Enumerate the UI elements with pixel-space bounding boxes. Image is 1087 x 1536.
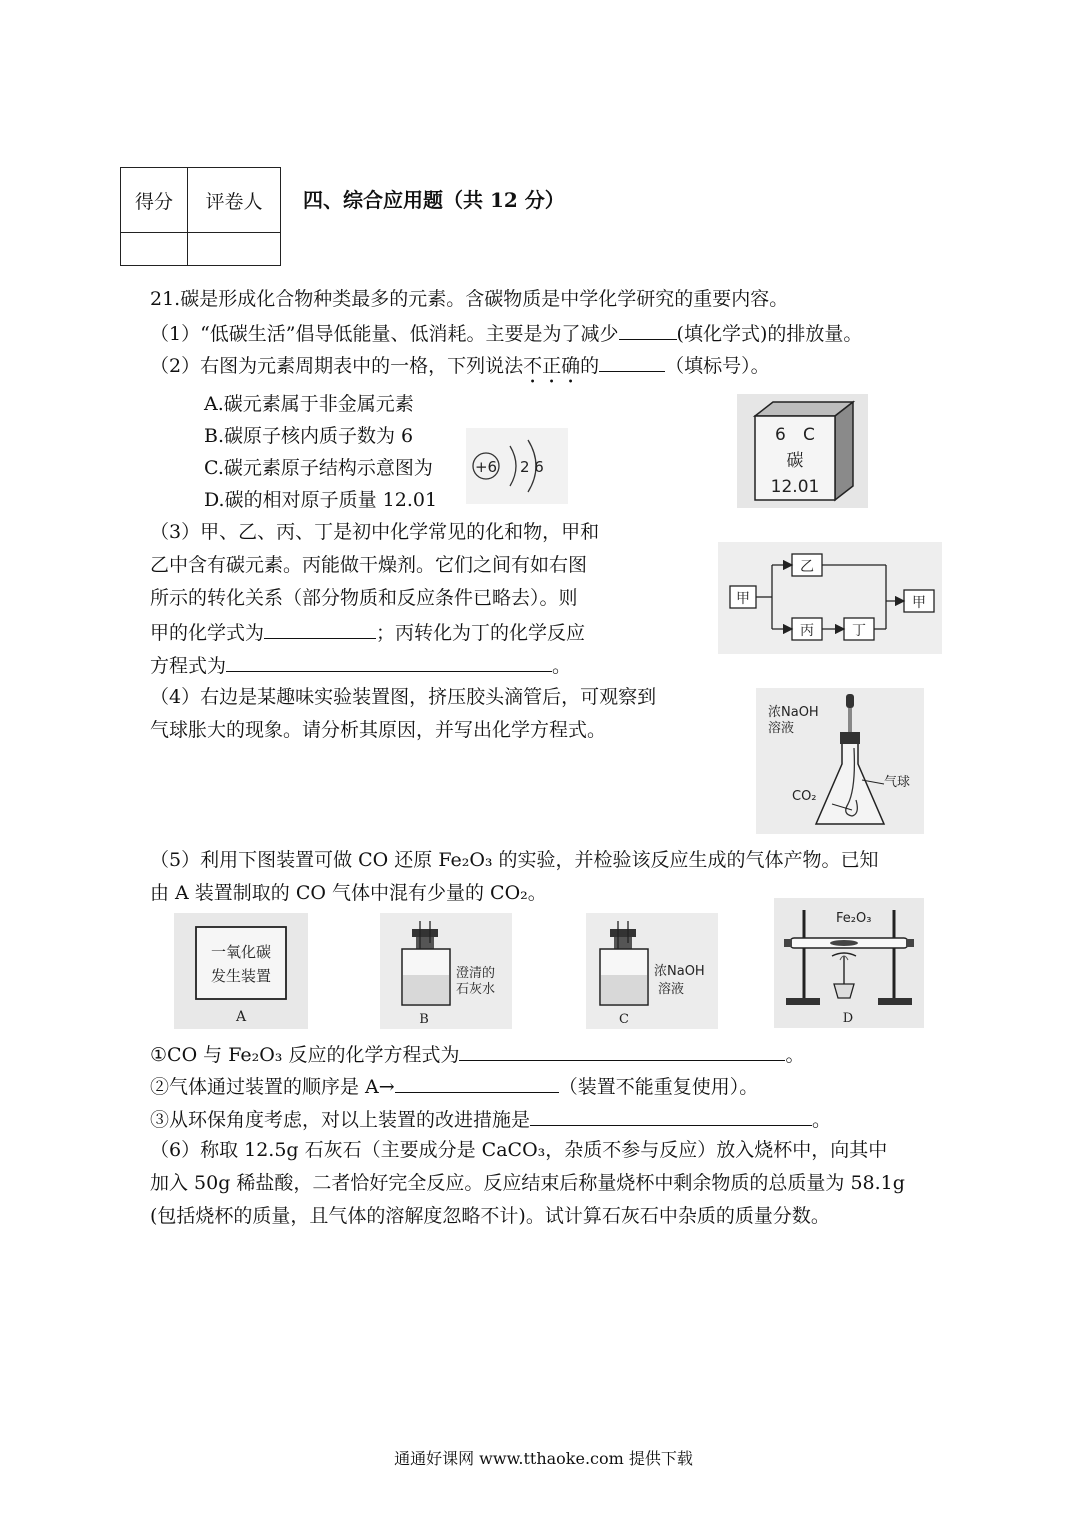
q21-part4-line2: 气球胀大的现象。请分析其原因，并写出化学方程式。	[150, 719, 607, 741]
atom-structure-diagram	[466, 428, 568, 504]
q21-part2	[150, 352, 770, 388]
q21-part6-line3: (包括烧杯的质量，且气体的溶解度忽略不计)。试计算石灰石中杂质的质量分数。	[150, 1205, 830, 1227]
apparatus-a-svg	[174, 913, 308, 1029]
answer-blank-5[interactable]	[459, 1041, 785, 1061]
atom-shells-label: 2 6	[520, 458, 544, 476]
apparatus-b	[380, 913, 512, 1029]
cell-atomic-number: 6	[775, 425, 786, 445]
apparatus-b-line1: 澄清的	[456, 966, 496, 981]
flask-reagent-label: 浓NaOH	[768, 705, 819, 720]
option-a: A.碳元素属于非金属元素	[204, 393, 414, 415]
answer-blank-6[interactable]	[395, 1073, 559, 1093]
flow-node-bing: 丙	[800, 623, 814, 639]
q21-sub1	[150, 1041, 804, 1067]
balloon-flask-svg	[756, 688, 924, 834]
q21-part3-line4-pre: 甲的化学式为	[150, 622, 265, 644]
atom-structure-svg	[466, 428, 568, 504]
answer-blank-7[interactable]	[530, 1106, 812, 1126]
q21-part3-line5	[150, 652, 571, 678]
q21-sub3-post: 。	[812, 1109, 832, 1131]
apparatus-b-line2: 石灰水	[456, 982, 496, 997]
q21-sub2-post: （装置不能重复使用）。	[558, 1076, 759, 1098]
periodic-cell-figure	[737, 394, 868, 508]
flask-gas-label: CO₂	[792, 789, 817, 804]
apparatus-a-line1: 一氧化碳	[210, 943, 272, 961]
cell-atomic-mass: 12.01	[770, 477, 820, 497]
page-footer: 通通好课网 www.tthaoke.com 提供下载	[394, 1449, 693, 1468]
answer-blank-3[interactable]	[264, 619, 376, 639]
apparatus-c-svg	[586, 913, 718, 1029]
q21-part5-line2: 由 A 装置制取的 CO 气体中混有少量的 CO₂。	[150, 882, 547, 904]
q21-sub2	[150, 1073, 758, 1099]
q21-sub3	[150, 1106, 831, 1132]
q21-sub2-pre: ②气体通过装置的顺序是 A→	[150, 1076, 395, 1098]
score-header: 得分	[121, 168, 188, 233]
apparatus-d-svg	[774, 898, 924, 1028]
conversion-flow-svg	[718, 542, 942, 654]
apparatus-b-caption: B	[419, 1012, 429, 1027]
apparatus-d	[774, 898, 924, 1028]
apparatus-c-line1: 浓NaOH	[654, 964, 705, 979]
flow-node-jia-left: 甲	[736, 591, 750, 607]
section-title: 四、综合应用题（共 12 分）	[303, 188, 565, 212]
q21-part3-line4	[150, 619, 585, 645]
flow-node-jia-right: 甲	[912, 595, 926, 611]
score-table	[120, 167, 281, 266]
q21-part1	[150, 320, 862, 346]
apparatus-a	[174, 913, 308, 1029]
apparatus-a-caption: A	[235, 1009, 247, 1025]
q21-sub1-post: 。	[785, 1044, 805, 1066]
q21-part5-line1: （5）利用下图装置可做 CO 还原 Fe₂O₃ 的实验，并检验该反应生成的气体产物。已知	[150, 849, 879, 871]
q21-part3-line2: 乙中含有碳元素。丙能做干燥剂。它们之间有如右图	[150, 554, 588, 576]
q21-part3-line1: （3）甲、乙、丙、丁是初中化学常见的化和物，甲和	[150, 521, 600, 543]
q21-part3-line4-post: ；丙转化为丁的化学反应	[376, 622, 586, 644]
q21-part3-line5-post: 。	[552, 655, 572, 677]
q21-part1-post: (填化学式)的排放量。	[676, 323, 863, 345]
apparatus-b-svg	[380, 913, 512, 1029]
conversion-flow-diagram	[718, 542, 942, 654]
q21-sub3-pre: ③从环保角度考虑，对以上装置的改进措施是	[150, 1109, 531, 1131]
apparatus-c-caption: C	[619, 1012, 629, 1027]
balloon-flask-figure	[756, 688, 924, 834]
apparatus-c-line2: 溶液	[658, 982, 685, 997]
q21-intro: 21.碳是形成化合物种类最多的元素。含碳物质是中学化学研究的重要内容。	[150, 288, 789, 310]
q21-part3-line3: 所示的转化关系（部分物质和反应条件已略去）。则	[150, 587, 578, 609]
q21-part2-post: （填标号）。	[665, 355, 770, 377]
apparatus-a-line2: 发生装置	[210, 967, 272, 985]
q21-part6-line2: 加入 50g 稀盐酸，二者恰好完全反应。反应结束后称量烧杯中剩余物质的总质量为 58.1g	[150, 1172, 905, 1194]
score-cell	[121, 233, 188, 266]
option-c: C.碳元素原子结构示意图为	[204, 457, 433, 479]
grader-header: 评卷人	[188, 168, 281, 233]
apparatus-d-caption: D	[842, 1011, 854, 1026]
apparatus-d-label: Fe₂O₃	[836, 911, 872, 926]
answer-blank-4[interactable]	[226, 652, 552, 672]
flask-solution-label: 溶液	[768, 721, 795, 736]
apparatus-c	[586, 913, 718, 1029]
q21-part2-emphasis: 不正确	[523, 355, 581, 377]
option-b: B.碳原子核内质子数为 6	[204, 425, 414, 447]
cell-element-name: 碳	[786, 451, 804, 471]
q21-part6-line1: （6）称取 12.5g 石灰石（主要成分是 CaCO₃，杂质不参与反应）放入烧杯中，向其中	[150, 1139, 888, 1161]
q21-part2-pre: （2）右图为元素周期表中的一格，下列说法	[150, 355, 524, 377]
q21-part3-line5-pre: 方程式为	[150, 655, 227, 677]
answer-blank-2[interactable]	[599, 352, 665, 372]
periodic-cell-svg	[737, 394, 868, 508]
q21-part2-mid: 的	[580, 355, 600, 377]
atom-nucleus-label: +6	[474, 458, 498, 476]
q21-sub1-pre: ①CO 与 Fe₂O₃ 反应的化学方程式为	[150, 1044, 460, 1066]
q21-part1-pre: （1）“低碳生活”倡导低能量、低消耗。主要是为了减少	[150, 323, 619, 345]
flow-node-ding: 丁	[852, 623, 866, 639]
flask-balloon-label: 气球	[884, 775, 911, 790]
grader-cell	[188, 233, 281, 266]
q21-part4-line1: （4）右边是某趣味实验装置图，挤压胶头滴管后，可观察到	[150, 686, 657, 708]
option-d: D.碳的相对原子质量 12.01	[204, 489, 438, 511]
cell-symbol: C	[803, 425, 815, 445]
flow-node-yi: 乙	[800, 559, 814, 575]
answer-blank-1[interactable]	[619, 320, 677, 340]
